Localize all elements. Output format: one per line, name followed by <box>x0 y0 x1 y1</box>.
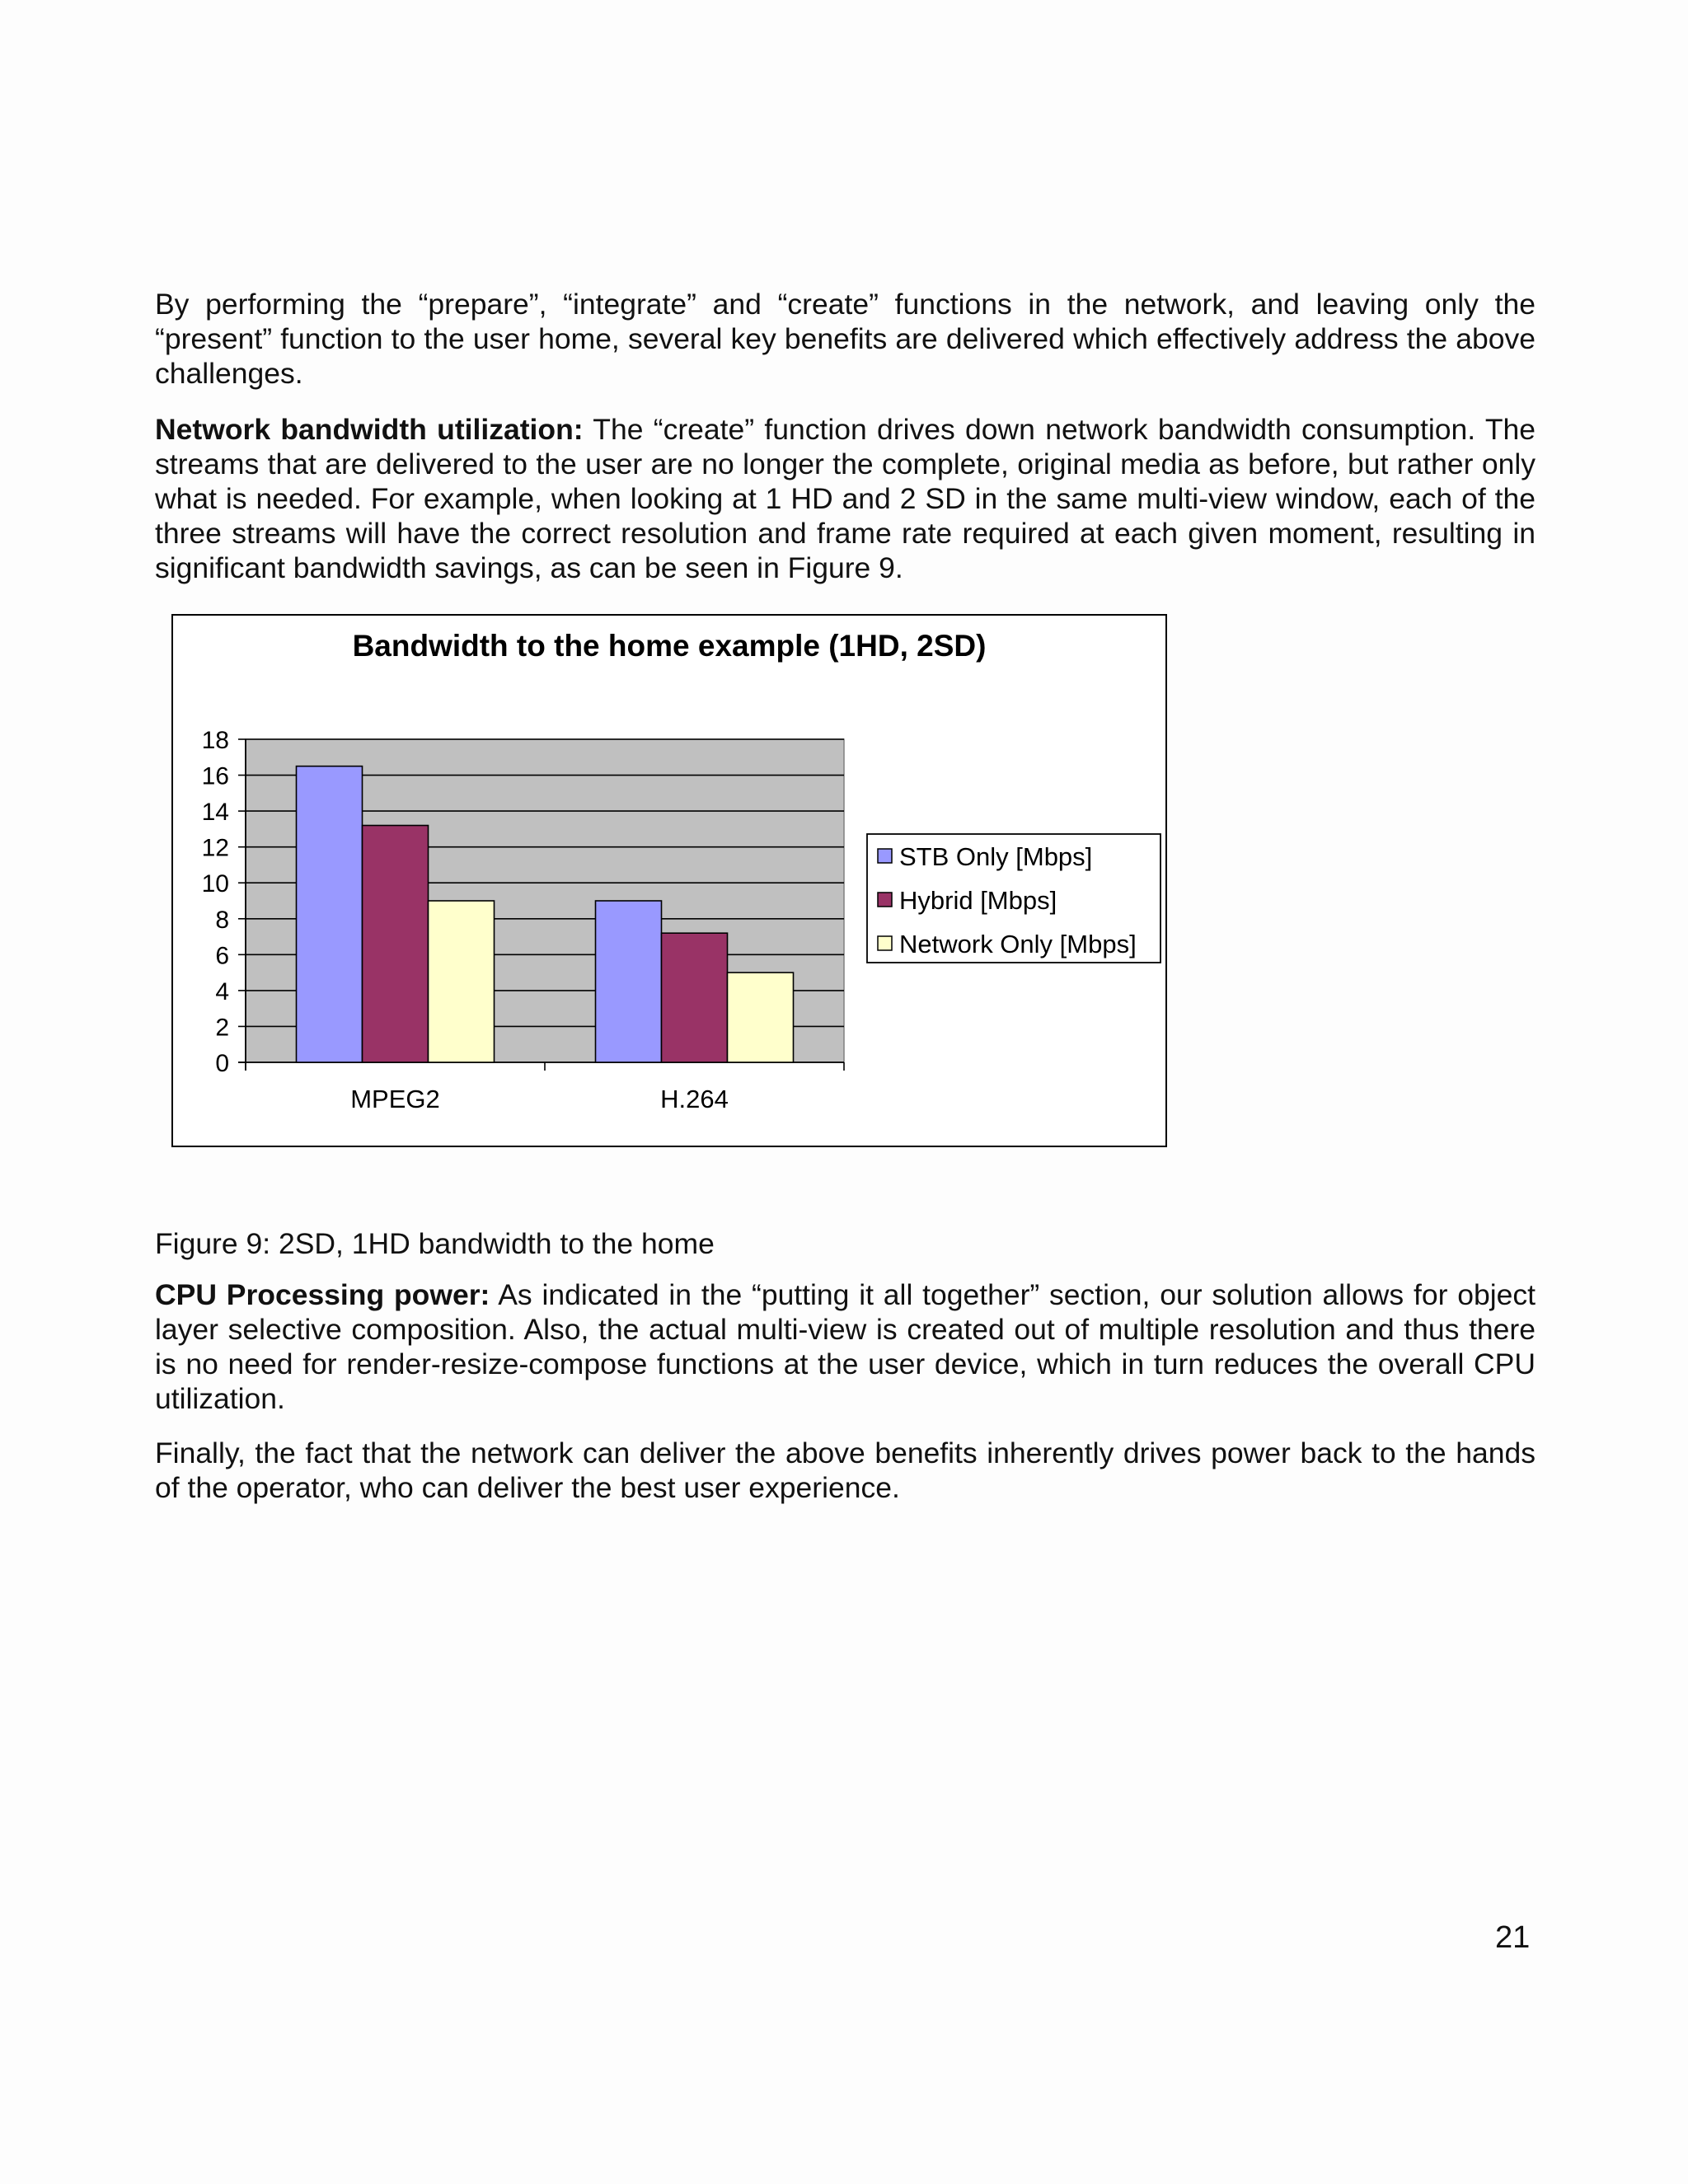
legend-label: Network Only [Mbps] <box>899 930 1137 958</box>
y-tick-label: 10 <box>201 870 229 898</box>
cpu-paragraph <box>155 1277 1536 1416</box>
legend-swatch <box>878 849 892 863</box>
bandwidth-paragraph <box>155 412 1536 585</box>
bar-mpeg2-series-1 <box>297 766 363 1062</box>
cpu-text: As indicated in the “putting it all together” section, our solution allows for object layer selective composition. Also, the actual multi-view is created out of multiple resolution and thus there is no need for render-resize-compose functions at the user device, which in turn reduces the overall CPU utilization. <box>155 1278 1536 1415</box>
bar-h-264-series-1 <box>596 901 662 1062</box>
bar-h-264-series-3 <box>728 972 794 1062</box>
chart-title: Bandwidth to the home example (1HD, 2SD) <box>352 629 987 663</box>
cpu-heading: CPU Processing power: <box>155 1278 490 1311</box>
figure-caption: Figure 9: 2SD, 1HD bandwidth to the home <box>155 1227 715 1260</box>
intro-paragraph: By performing the “prepare”, “integrate” and “create” functions in the network, and leaving only the “present” function to the user home, several key benefits are delivered which effectively address the above challenges. <box>155 288 1536 390</box>
closing-paragraph: Finally, the fact that the network can deliver the above benefits inherently drives power back to the hands of the operator, who can deliver the best user experience. <box>155 1436 1536 1504</box>
x-category-label: MPEG2 <box>350 1085 440 1113</box>
legend-swatch <box>878 893 892 907</box>
bandwidth-text: The “create” function drives down network bandwidth consumption. The streams that are delivered to the user are no longer the complete, original media as before, but rather only what is needed. For example, when looking at 1 HD and 2 SD in the same multi-view window, each of the three streams will have the correct resolution and frame rate required at each given moment, resulting in significant bandwidth savings, as can be seen in Figure 9. <box>155 413 1536 584</box>
bandwidth-chart <box>171 614 1167 1147</box>
bar-mpeg2-series-3 <box>429 901 495 1062</box>
page-number: 21 <box>1495 1920 1531 1955</box>
y-tick-label: 18 <box>201 727 229 754</box>
y-tick-label: 12 <box>201 834 229 862</box>
bar-mpeg2-series-2 <box>363 826 429 1062</box>
legend-label: STB Only [Mbps] <box>899 842 1093 871</box>
y-tick-label: 2 <box>215 1014 229 1042</box>
legend-label: Hybrid [Mbps] <box>899 886 1057 915</box>
legend-swatch <box>878 936 892 950</box>
chart-svg <box>171 614 1167 1147</box>
y-tick-label: 0 <box>215 1050 229 1077</box>
chart-legend <box>867 834 1160 963</box>
bar-h-264-series-2 <box>662 933 728 1062</box>
plot-area <box>202 727 844 1113</box>
bandwidth-heading: Network bandwidth utilization: <box>155 413 584 446</box>
y-tick-label: 14 <box>201 799 229 827</box>
x-category-label: H.264 <box>660 1085 729 1113</box>
y-tick-label: 16 <box>201 762 229 790</box>
y-tick-label: 4 <box>215 977 229 1005</box>
y-tick-label: 8 <box>215 906 229 934</box>
y-tick-label: 6 <box>215 942 229 970</box>
